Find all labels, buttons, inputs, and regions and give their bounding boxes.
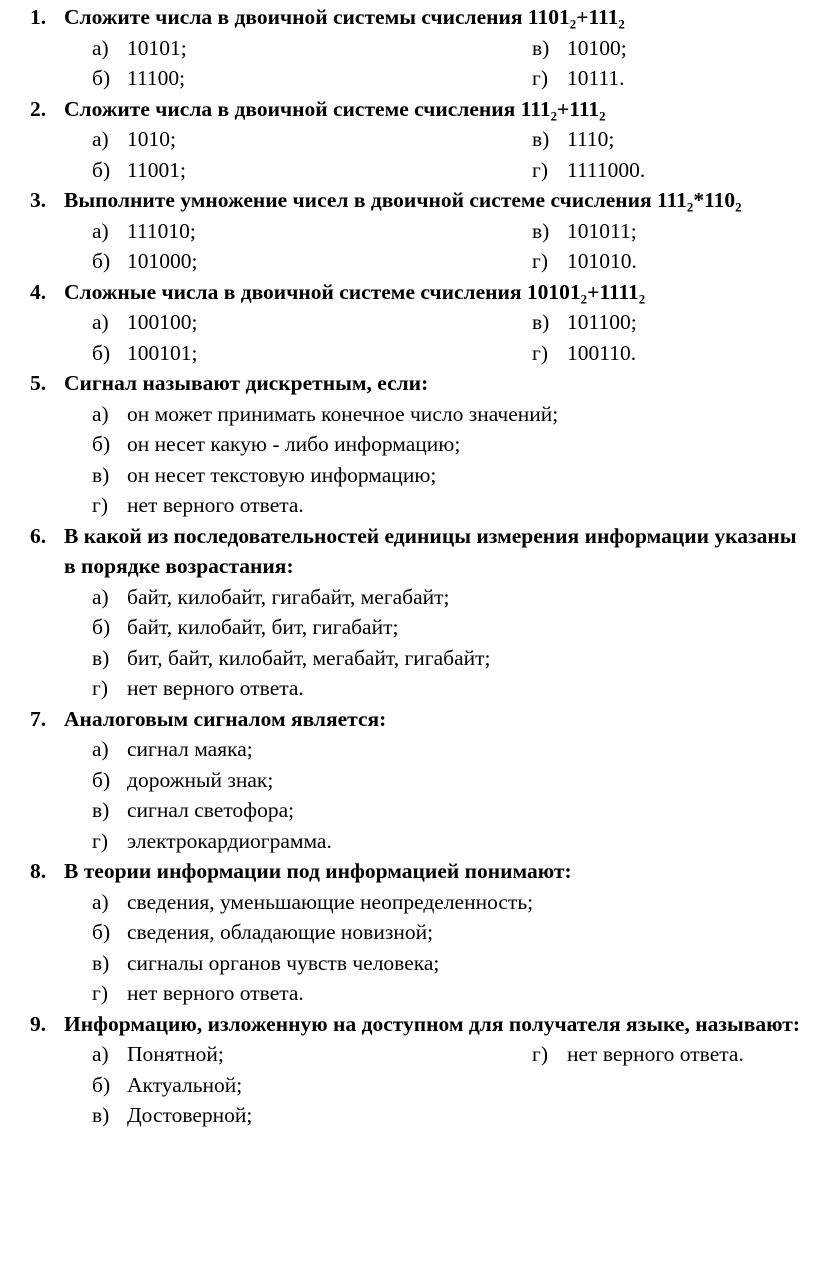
answer-letter: г)	[532, 1042, 548, 1066]
question-9	[30, 1009, 806, 1131]
answer-letter: в)	[532, 127, 550, 151]
answer-text: 111010;	[127, 218, 196, 243]
question-1	[30, 2, 806, 94]
answer-options	[92, 124, 806, 185]
answer-option	[92, 429, 806, 460]
question-text: Аналоговым сигналом является:	[64, 706, 387, 731]
answer-text: сигнал светофора;	[127, 798, 295, 822]
question-text: Выполните умножение чисел в двоичной системе счисления 111₂*110₂	[64, 188, 742, 212]
answer-option	[92, 673, 806, 704]
question-heading	[30, 2, 806, 33]
question-number: 4.	[30, 279, 47, 304]
answer-letter: а)	[92, 1042, 109, 1066]
answer-text: нет верного ответа.	[127, 981, 304, 1005]
answer-letter: г)	[532, 66, 548, 90]
answer-option	[532, 307, 806, 338]
answer-letter: в)	[92, 462, 110, 487]
answer-letter: а)	[92, 401, 109, 426]
answer-letter: в)	[92, 645, 110, 670]
answer-letter: г)	[532, 249, 548, 273]
answer-text: байт, килобайт, гигабайт, мегабайт;	[127, 584, 450, 609]
answer-option	[92, 307, 532, 338]
answer-text: сигналы органов чувств человека;	[127, 950, 440, 975]
answer-text: он несет текстовую информацию;	[127, 462, 437, 487]
answer-text: 1010;	[127, 127, 176, 151]
question-text: Сложите числа в двоичной системы счисления 1101₂+111₂	[64, 5, 625, 29]
answer-option	[92, 826, 806, 857]
question-heading	[30, 368, 806, 399]
answer-option	[532, 1070, 806, 1101]
answer-letter: г)	[532, 157, 548, 182]
answer-text: нет верного ответа.	[127, 676, 304, 700]
answer-letter: а)	[92, 737, 109, 761]
answer-letter: в)	[532, 218, 550, 243]
answer-options	[92, 307, 806, 368]
question-heading	[30, 277, 806, 308]
question-heading	[30, 94, 806, 125]
answer-letter: б)	[92, 1072, 111, 1097]
answer-letter: а)	[92, 127, 109, 151]
answer-text: Достоверной;	[127, 1103, 253, 1127]
answer-option	[92, 978, 806, 1009]
question-number: 7.	[30, 706, 47, 731]
question-text: Сложите числа в двоичной системе счисления 111₂+111₂	[64, 96, 606, 121]
answer-text: 1111000.	[567, 157, 646, 182]
answer-letter: б)	[92, 920, 111, 944]
answer-option	[92, 948, 806, 979]
answer-letter	[532, 1070, 567, 1101]
answer-option	[92, 734, 806, 765]
answer-option	[92, 124, 532, 155]
question-3	[30, 185, 806, 277]
answer-letter: б)	[92, 66, 111, 90]
answer-option	[92, 887, 806, 918]
answer-text: 10101;	[127, 35, 187, 60]
answer-letter	[532, 1100, 567, 1131]
answer-option	[532, 124, 806, 155]
question-heading	[30, 185, 806, 216]
answer-option	[532, 338, 806, 369]
answer-text: 11100;	[127, 66, 186, 90]
answer-option	[92, 338, 532, 369]
answer-option	[92, 612, 806, 643]
answer-option	[532, 155, 806, 186]
answer-option	[92, 582, 806, 613]
question-number: 9.	[30, 1011, 47, 1036]
question-8	[30, 856, 806, 1009]
question-text: В какой из последовательностей единицы измерения информации указаны в порядке возрастания:	[64, 523, 797, 578]
answer-text: 101010.	[567, 249, 637, 273]
answer-options	[92, 216, 806, 277]
answer-option	[532, 1100, 806, 1131]
answer-text: 1110;	[567, 127, 615, 151]
answer-text: 100110.	[567, 340, 637, 365]
question-text: В теории информации под информацией понимают:	[64, 859, 572, 883]
question-4	[30, 277, 806, 369]
question-number: 3.	[30, 188, 47, 212]
answer-option	[532, 63, 806, 94]
answer-letter: в)	[92, 950, 110, 975]
question-number: 5.	[30, 371, 47, 395]
question-2	[30, 94, 806, 186]
answer-letter: в)	[92, 1103, 110, 1127]
answer-option	[92, 490, 806, 521]
answer-letter: г)	[92, 828, 108, 853]
answer-letter: а)	[92, 584, 109, 609]
question-heading	[30, 521, 806, 582]
answer-letter: б)	[92, 615, 111, 639]
answer-text: 101011;	[567, 218, 637, 243]
question-number: 6.	[30, 523, 47, 548]
answer-letter: а)	[92, 218, 109, 243]
question-text: Сигнал называют дискретным, если:	[64, 371, 429, 395]
answer-text: он может принимать конечное число значений;	[127, 401, 559, 426]
question-7	[30, 704, 806, 857]
answer-text: 10100;	[567, 35, 627, 60]
answer-option	[92, 1039, 532, 1070]
answer-option	[92, 765, 806, 796]
answer-text: 100100;	[127, 310, 198, 334]
question-text: Сложные числа в двоичной системе счисления 10101₂+1111₂	[64, 279, 646, 304]
answer-option	[92, 460, 806, 491]
answer-option	[92, 795, 806, 826]
answer-letter: а)	[92, 35, 109, 60]
answer-text: сигнал маяка;	[127, 737, 253, 761]
answer-letter: б)	[92, 767, 111, 792]
question-heading	[30, 1009, 806, 1040]
answer-letter: б)	[92, 340, 111, 365]
answer-options	[92, 887, 806, 1009]
answer-letter: в)	[92, 798, 110, 822]
question-6	[30, 521, 806, 704]
answer-letter: г)	[92, 493, 108, 517]
answer-option	[92, 155, 532, 186]
answer-letter: б)	[92, 249, 111, 273]
question-number: 8.	[30, 859, 47, 883]
answer-text: сведения, обладающие новизной;	[127, 920, 434, 944]
answer-text: он несет какую - либо информацию;	[127, 432, 461, 456]
answer-option	[92, 917, 806, 948]
answer-text: Актуальной;	[127, 1072, 243, 1097]
question-5	[30, 368, 806, 521]
answer-option	[92, 1100, 532, 1131]
question-number: 1.	[30, 5, 47, 29]
answer-text: 101100;	[567, 310, 637, 334]
answer-letter: в)	[532, 310, 550, 334]
answer-options	[92, 1039, 806, 1131]
answer-letter: б)	[92, 157, 111, 182]
answer-letter: а)	[92, 889, 109, 914]
answer-options	[92, 399, 806, 521]
answer-option	[92, 216, 532, 247]
answer-option	[92, 63, 532, 94]
question-heading	[30, 856, 806, 887]
question-heading	[30, 704, 806, 735]
question-list	[30, 2, 806, 1131]
answer-options	[92, 33, 806, 94]
answer-letter: а)	[92, 310, 109, 334]
question-text: Информацию, изложенную на доступном для получателя языке, называют:	[64, 1011, 800, 1036]
answer-option	[92, 643, 806, 674]
answer-letter: г)	[92, 981, 108, 1005]
answer-text: бит, байт, килобайт, мегабайт, гигабайт;	[127, 645, 491, 670]
answer-text: 10111.	[567, 66, 625, 90]
question-number: 2.	[30, 96, 47, 121]
answer-options	[92, 734, 806, 856]
answer-text: нет верного ответа.	[127, 493, 304, 517]
answer-option	[532, 246, 806, 277]
answer-letter: б)	[92, 432, 111, 456]
answer-text: сведения, уменьшающие неопределенность;	[127, 889, 534, 914]
answer-option	[532, 1039, 806, 1070]
answer-text: дорожный знак;	[127, 767, 274, 792]
answer-option	[532, 216, 806, 247]
answer-text: электрокардиограмма.	[127, 828, 332, 853]
answer-option	[92, 399, 806, 430]
answer-letter: г)	[92, 676, 108, 700]
answer-option	[532, 33, 806, 64]
answer-text: 101000;	[127, 249, 198, 273]
answer-option	[92, 1070, 532, 1101]
answer-text: 100101;	[127, 340, 198, 365]
answer-letter: г)	[532, 340, 548, 365]
answer-text: нет верного ответа.	[567, 1042, 744, 1066]
answer-option	[92, 246, 532, 277]
answer-text: 11001;	[127, 157, 186, 182]
answer-option	[92, 33, 532, 64]
answer-options	[92, 582, 806, 704]
answer-text: байт, килобайт, бит, гигабайт;	[127, 615, 399, 639]
answer-text: Понятной;	[127, 1042, 224, 1066]
answer-letter: в)	[532, 35, 550, 60]
